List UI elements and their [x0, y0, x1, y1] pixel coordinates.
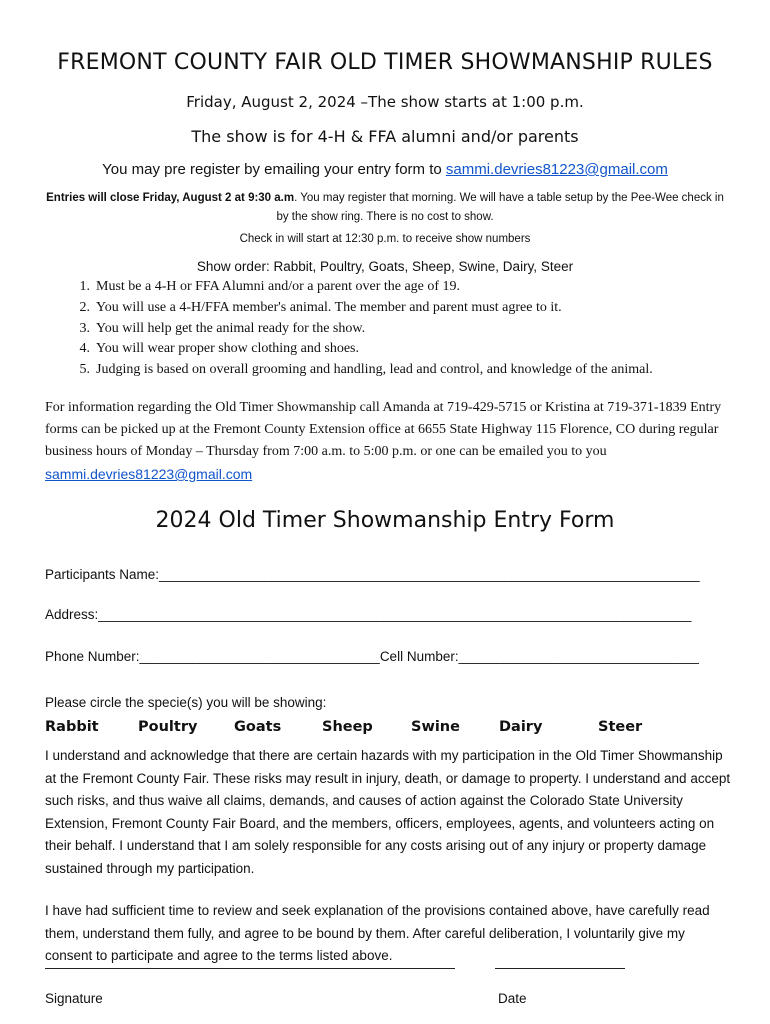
species-goats[interactable]: Goats	[234, 719, 282, 735]
date-label: Date	[498, 991, 527, 1006]
cell-number-field[interactable]: Cell Number:________________________________	[379, 649, 699, 664]
entries-close-notice	[40, 189, 730, 227]
phone-number-field[interactable]: Phone Number:________________________________	[45, 649, 380, 664]
species-sheep[interactable]: Sheep	[322, 719, 373, 735]
rules-list	[40, 277, 740, 381]
rule-item	[40, 339, 740, 360]
audience-line: The show is for 4-H & FFA alumni and/or parents	[191, 127, 579, 146]
show-date-line: Friday, August 2, 2024 –The show starts at 1:00 p.m.	[186, 93, 584, 111]
species-steer[interactable]: Steer	[598, 719, 643, 735]
rule-number: 2.	[79, 299, 90, 315]
phone-cell-fields	[45, 649, 725, 664]
participant-name-field[interactable]: Participants Name:________________________________________________________________________	[45, 567, 700, 582]
rule-item	[40, 298, 740, 319]
address-field[interactable]: Address:_______________________________________________________________________________	[45, 607, 692, 622]
rule-text: Must be a 4-H or FFA Alumni and/or a parent over the age of 19.	[96, 279, 461, 294]
rule-item	[40, 319, 740, 340]
checkin-notice: Check in will start at 12:30 p.m. to receive show numbers	[239, 233, 531, 245]
rule-text: You will wear proper show clothing and shoes.	[96, 341, 359, 357]
show-order: Show order: Rabbit, Poultry, Goats, Sheep, Swine, Dairy, Steer	[196, 259, 574, 274]
rule-text: Judging is based on overall grooming and handling, lead and control, and knowledge of the animal.	[96, 362, 653, 378]
contact-email-link[interactable]: sammi.devries81223@gmail.com	[45, 466, 253, 482]
date-line[interactable]	[495, 968, 625, 969]
rule-number: 4.	[79, 341, 90, 357]
contact-info	[45, 397, 735, 487]
consent-statement: I have had sufficient time to review and seek explanation of the provisions contained above, have carefully read them, understand them fully, and agree to be bound by them. After careful deliberation, I voluntarily give my consent to participate and agree to the terms listed above.	[45, 903, 710, 964]
rule-item	[40, 360, 740, 381]
rule-text: You will help get the animal ready for the show.	[96, 320, 366, 336]
species-swine[interactable]: Swine	[411, 719, 460, 735]
rule-number: 1.	[79, 279, 90, 294]
preregister-line	[0, 161, 770, 178]
contact-info-text: For information regarding the Old Timer Showmanship call Amanda at 719-429-5715 or Kristina at 719-371-1839 Entry forms can be picked up at the Fremont County Extension office at 6655 State Highway 115 Florence, CO during regular business hours of Monday – Thursday from 7:00 a.m. to 5:00 p.m. or one can be emailed you to you	[45, 400, 722, 459]
entries-close-rest: . You may register that morning. We will have a table setup by the Pee-Wee check in by the show ring. There is no cost to show.	[276, 192, 724, 223]
species-dairy[interactable]: Dairy	[499, 719, 543, 735]
rule-number: 5.	[79, 362, 90, 378]
entries-close-bold: Entries will close Friday, August 2 at 9:30 a.m	[46, 192, 295, 204]
species-prompt: Please circle the specie(s) you will be showing:	[45, 695, 327, 710]
page-title: FREMONT COUNTY FAIR OLD TIMER SHOWMANSHIP RULES	[57, 50, 713, 75]
preregister-email-link[interactable]: sammi.devries81223@gmail.com	[445, 161, 668, 178]
species-poultry[interactable]: Poultry	[138, 719, 198, 735]
rule-text: You will use a 4-H/FFA member's animal. The member and parent must agree to it.	[96, 299, 562, 315]
rule-number: 3.	[79, 320, 90, 336]
species-rabbit[interactable]: Rabbit	[45, 719, 99, 735]
preregister-text: You may pre register by emailing your entry form to	[102, 161, 446, 178]
entry-form-title: 2024 Old Timer Showmanship Entry Form	[155, 508, 615, 533]
rule-item	[40, 277, 740, 298]
liability-waiver: I understand and acknowledge that there are certain hazards with my participation in the Old Timer Showmanship at the Fremont County Fair. These risks may result in injury, death, or damage to property. I understand and accept such risks, and thus waive all claims, demands, and causes of action against the Colorado State University Extension, Fremont County Fair Board, and the members, officers, employees, agents, and volunteers acting on their behalf. I understand that I am solely responsible for any costs arising out of any injury or property damage sustained through my participation.	[45, 748, 731, 876]
signature-line[interactable]	[45, 968, 455, 969]
signature-label: Signature	[45, 991, 103, 1006]
